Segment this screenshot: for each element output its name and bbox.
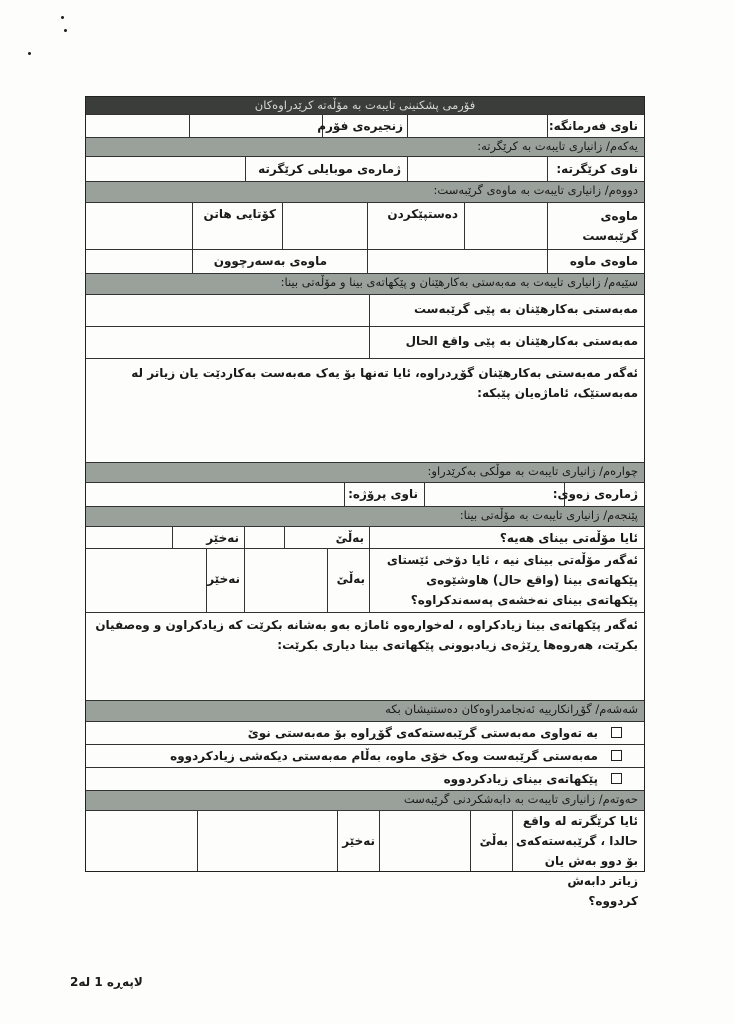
section4-header [86,463,644,483]
split-yes-label: بەڵێ [479,834,508,848]
change-option-2[interactable] [86,745,644,768]
start-label: دەستپێکردن [387,207,458,221]
permit-no-option[interactable] [172,527,244,548]
mobile-label: ژمارەی موبایلی کرێگرتە [258,162,401,176]
land-number-value[interactable] [424,483,564,506]
no-permit-yes-label: بەڵێ [336,572,365,586]
contract-period-value[interactable] [464,203,547,249]
remaining-label: ماوەی بەسەرچوون [213,254,327,268]
change-option-3-checkbox[interactable] [611,773,622,784]
period-label: ماوەی ماوە [569,254,638,268]
period-row [86,250,644,274]
section2-title: دووەم/ زانیاری تایبەت بە ماوەی گرێبەست: [433,183,638,197]
contract-period-row [86,203,644,250]
section6-header [86,701,644,722]
permit-row [86,527,644,549]
permit-no-label: نەخێر [206,531,239,545]
section3-header [86,274,644,295]
section2-header [86,182,644,203]
form-number-value[interactable] [189,115,322,137]
section5-header [86,507,644,527]
change-option-3[interactable] [86,768,644,791]
section1-header [86,138,644,157]
mobile-value[interactable] [84,157,245,181]
property-row [86,483,644,507]
split-row [86,811,644,908]
change-option-1-label: بە تەواوی مەبەستی گرێبەستەکەی گۆڕاوە بۆ مەبەستی نوێ [247,726,598,740]
no-permit-no-label: نەخێر [207,572,240,586]
section7-title: حەوتەم/ زانیاری تایبەت بە دابەشکردنی گرێبەست [403,792,638,806]
use-actual-value[interactable] [84,327,369,358]
permit-no-box[interactable] [84,527,172,548]
use-actual-label: مەبەستی بەکارهێنان بە پێی واقع الحال [405,334,638,348]
tenant-name-label: ناوی کرێگرتە: [556,162,638,176]
section7-header [86,791,644,811]
use-changed-row[interactable] [86,359,644,463]
use-contract-value[interactable] [84,295,369,326]
change-option-1[interactable] [86,722,644,745]
requester-label: ناوی فەرمانگە: [548,119,638,133]
no-permit-no-box[interactable] [84,549,206,612]
permit-yes-option[interactable] [284,527,369,548]
added-structures-row[interactable] [86,613,644,701]
period-value[interactable] [367,250,547,273]
section1-title: یەکەم/ زانیاری تایبەت بە کرێگرتە: [477,139,638,153]
permit-yes-box[interactable] [244,527,284,548]
split-question: ئایا کرێگرتە لە واقع حالدا ، گرێبەستەکەی بۆ دوو بەش یان زیاتر دابەش کردووە؟ [516,814,638,908]
land-number-label: ژمارەی زەوی: [552,487,638,501]
use-contract-label: مەبەستی بەکارهێنان بە پێی گرێبەست [413,302,638,316]
section3-title: سێیەم/ زانیاری تایبەت بە مەبەستی بەکارهێنان و پێکهاتەی بینا و مۆڵەتی بینا: [280,275,638,289]
use-contract-row [86,295,644,327]
form-title: فۆرمی پشکنینی تایبەت بە مۆڵەتە کرێدراوەکان [254,98,476,112]
start-value[interactable] [282,203,367,249]
change-option-1-checkbox[interactable] [611,727,622,738]
use-actual-row [86,327,644,359]
change-option-2-label: مەبەستی گرێبەست وەک خۆی ماوە، بەڵام مەبەستی دیکەشی زیادکردووە [170,749,598,763]
section6-title: شەشەم/ گۆڕانکارییە ئەنجامدراوەکان دەستنیشان بکە [385,702,638,716]
no-permit-yes-box[interactable] [244,549,327,612]
tenant-row [86,157,644,182]
remaining-value[interactable] [84,250,192,273]
split-extra[interactable] [84,811,197,871]
scan-dot [64,29,67,32]
requester-row [86,115,644,138]
scan-dot [28,52,31,55]
section4-title: چوارەم/ زانیاری تایبەت بە موڵکی بەکرێدراو: [427,464,638,478]
section5-title: پێنجەم/ زانیاری تایبەت بە مۆڵەتی بینا: [459,508,638,522]
page-number: لاپەڕە 1 لە2 [70,975,143,989]
project-name-value[interactable] [84,483,344,506]
split-yes-box[interactable] [379,811,470,871]
requester-value[interactable] [407,115,547,137]
contract-period-label: ماوەی گرێبەست [582,209,638,243]
added-structures-note: ئەگەر پێکهاتەی بینا زیادکراوە ، لەخوارەوە ئاماژە بەو بەشانە بکرێت کە زیادکراون و وەصفیان بکرێت، هەروەها ڕێژەی زیادبوونی پێکهاتەی بینا دیاری بکرێت: [95,618,638,652]
split-yes-option[interactable] [470,811,512,871]
split-no-box[interactable] [197,811,337,871]
change-option-3-label: پێکهاتەی بینای زیادکردووە [443,772,598,786]
form-number-label: زنجیرەی فۆرم [317,119,403,133]
split-no-option[interactable] [337,811,379,871]
end-label: کۆتایی هاتن [203,207,276,221]
form-number-extra[interactable] [84,115,189,137]
scan-dot [61,16,64,19]
no-permit-yes-option[interactable] [327,549,369,612]
permit-question: ئایا مۆڵەتی بینای هەیە؟ [499,531,638,545]
project-name-label: ناوی پرۆژە: [348,487,418,501]
no-permit-row [86,549,644,613]
split-no-label: نەخێر [342,834,375,848]
inspection-form [85,96,645,908]
change-option-2-checkbox[interactable] [611,750,622,761]
use-changed-question: ئەگەر مەبەستی بەکارهێنان گۆڕدراوە، ئایا تەنها بۆ یەک مەبەست بەکاردێت یان زیاتر لە مەبەستێک، ئاماژەیان پێبکە: [131,366,638,400]
form-title-bar [86,97,644,115]
permit-yes-label: بەڵێ [335,531,364,545]
no-permit-question: ئەگەر مۆڵەتی بینای نیە ، ئایا دۆخی ئێستای پێکهاتەی بینا (واقع حال) هاوشێوەی پێکهاتەی بینای نەخشەی پەسەندکراوە؟ [386,553,638,607]
no-permit-no-option[interactable] [206,549,244,612]
tenant-name-value[interactable] [407,157,547,181]
end-value[interactable] [84,203,192,249]
